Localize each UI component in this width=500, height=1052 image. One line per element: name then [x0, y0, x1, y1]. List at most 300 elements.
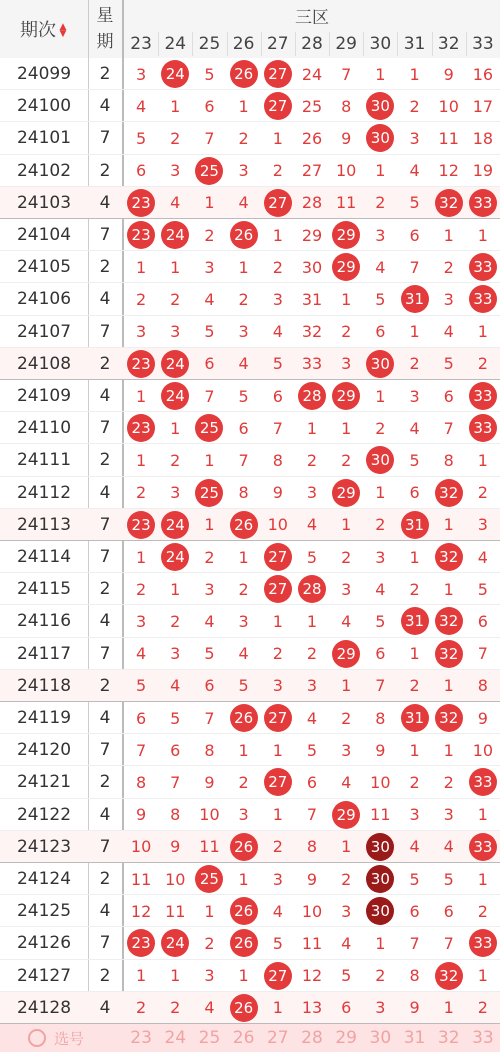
- table-row[interactable]: [0, 541, 500, 573]
- miss-count: 1: [341, 289, 352, 309]
- table-row[interactable]: [0, 90, 500, 122]
- column-header-27: 27: [266, 34, 289, 54]
- column-divider: [192, 32, 193, 56]
- miss-count: 7: [306, 805, 318, 825]
- zone-header: 三区: [295, 7, 329, 28]
- select-label: 选号: [54, 1029, 85, 1048]
- miss-count: 2: [272, 257, 283, 277]
- issue-header-label: 期次: [20, 20, 56, 41]
- footer-select-29[interactable]: 29: [335, 1028, 357, 1048]
- miss-count: 4: [272, 322, 283, 342]
- drawn-number: 27: [264, 575, 292, 603]
- miss-count: 1: [238, 966, 249, 986]
- table-row[interactable]: [0, 316, 500, 348]
- miss-count: 1: [375, 161, 386, 181]
- drawn-number-ball: [227, 831, 261, 863]
- drawn-number: 32: [435, 479, 463, 507]
- issue-number: 24116: [16, 611, 72, 632]
- weekday: 7: [99, 514, 111, 535]
- miss-count: 1: [204, 515, 215, 535]
- drawn-number-ball: [158, 927, 192, 959]
- miss-count: 3: [375, 998, 386, 1018]
- drawn-number-ball: [397, 702, 431, 734]
- miss-count: 2: [204, 225, 215, 245]
- footer-select-33[interactable]: 33: [472, 1028, 494, 1048]
- weekday: 4: [99, 289, 111, 310]
- miss-count: 2: [170, 998, 181, 1018]
- drawn-number: 30: [366, 833, 394, 861]
- miss-count: 3: [306, 483, 318, 503]
- table-row[interactable]: [0, 412, 500, 444]
- miss-count: 3: [341, 901, 352, 921]
- weekday: 2: [99, 772, 111, 793]
- table-row[interactable]: [0, 895, 500, 927]
- miss-count: 6: [135, 708, 147, 728]
- miss-count: 3: [272, 869, 283, 889]
- drawn-number-ball: [261, 766, 295, 798]
- drawn-number-ball: [261, 187, 295, 219]
- footer-select-32[interactable]: 32: [437, 1028, 460, 1048]
- table-row[interactable]: [0, 960, 500, 992]
- miss-count: 8: [341, 96, 352, 116]
- miss-count: 10: [370, 772, 391, 792]
- drawn-number-ball: [363, 444, 397, 476]
- drawn-number: 26: [230, 221, 258, 249]
- miss-count: 4: [409, 418, 420, 438]
- issue-number: 24126: [16, 933, 72, 954]
- weekday: 4: [99, 96, 111, 117]
- miss-count: 6: [443, 901, 454, 921]
- footer-select-31[interactable]: 31: [403, 1028, 426, 1048]
- drawn-number: 26: [230, 929, 258, 957]
- miss-count: 3: [409, 805, 420, 825]
- miss-count: 2: [409, 772, 420, 792]
- table-row[interactable]: [0, 573, 500, 605]
- issue-number: 24099: [16, 64, 72, 85]
- table-row[interactable]: [0, 831, 500, 863]
- miss-count: 5: [204, 322, 215, 342]
- drawn-number-ball: [432, 702, 466, 734]
- issue-number: 24111: [16, 450, 72, 471]
- table-row[interactable]: [0, 799, 500, 831]
- sort-icon[interactable]: ▲▼: [58, 22, 68, 36]
- miss-count: 8: [204, 740, 215, 760]
- miss-count: 32: [301, 322, 323, 342]
- miss-count: 3: [204, 966, 215, 986]
- drawn-number: 23: [127, 350, 155, 378]
- table-row[interactable]: [0, 380, 500, 412]
- miss-count: 11: [165, 901, 186, 921]
- drawn-number-ball: [432, 541, 466, 573]
- miss-count: 1: [341, 418, 352, 438]
- drawn-number: 33: [469, 189, 497, 217]
- miss-count: 1: [443, 998, 454, 1018]
- footer-select-23[interactable]: 23: [130, 1028, 152, 1048]
- drawn-number: 24: [161, 60, 189, 88]
- table-row[interactable]: [0, 734, 500, 766]
- miss-count: 7: [375, 676, 386, 696]
- drawn-number: 33: [469, 768, 497, 796]
- weekday: 2: [99, 450, 111, 471]
- miss-count: 3: [238, 805, 249, 825]
- drawn-number: 24: [161, 350, 189, 378]
- miss-count: 4: [238, 354, 249, 374]
- drawn-number: 32: [435, 607, 463, 635]
- miss-count: 1: [135, 450, 147, 470]
- drawn-number: 24: [161, 382, 189, 410]
- column-divider: [466, 32, 467, 56]
- table-row[interactable]: [0, 992, 500, 1024]
- drawn-number: 24: [161, 221, 189, 249]
- miss-count: 3: [443, 805, 454, 825]
- miss-count: 10: [165, 869, 186, 889]
- miss-count: 12: [438, 161, 459, 181]
- column-header-31: 31: [403, 34, 426, 54]
- miss-count: 19: [472, 161, 494, 181]
- select-button[interactable]: [28, 1026, 118, 1050]
- issue-number: 24125: [16, 901, 72, 922]
- miss-count: 3: [238, 322, 249, 342]
- miss-count: 10: [130, 837, 152, 857]
- drawn-number: 29: [332, 801, 360, 829]
- table-row[interactable]: [0, 444, 500, 476]
- miss-count: 1: [170, 96, 181, 116]
- miss-count: 1: [272, 611, 283, 631]
- miss-count: 1: [204, 901, 215, 921]
- miss-count: 27: [301, 161, 323, 181]
- column-header-26: 26: [232, 34, 255, 54]
- miss-count: 1: [170, 579, 181, 599]
- miss-count: 2: [204, 547, 215, 567]
- miss-count: 2: [375, 966, 386, 986]
- table-row[interactable]: [0, 283, 500, 315]
- miss-count: 7: [477, 644, 488, 664]
- table-row[interactable]: [0, 638, 500, 670]
- miss-count: 1: [443, 676, 454, 696]
- miss-count: 3: [238, 161, 249, 181]
- drawn-number-ball: [397, 283, 431, 315]
- drawn-number: 27: [264, 543, 292, 571]
- miss-count: 3: [375, 547, 386, 567]
- footer-select-30[interactable]: 30: [369, 1028, 392, 1048]
- miss-count: 5: [375, 289, 386, 309]
- weekday: 7: [99, 933, 111, 954]
- drawn-number: 33: [469, 253, 497, 281]
- miss-count: 4: [375, 579, 386, 599]
- drawn-number-ball: [227, 992, 261, 1024]
- issue-number: 24124: [16, 869, 72, 890]
- miss-count: 1: [477, 225, 488, 245]
- issue-number: 24102: [16, 160, 72, 181]
- column-divider: [329, 32, 330, 56]
- drawn-number-ball: [466, 380, 500, 412]
- miss-count: 7: [409, 257, 420, 277]
- column-divider: [397, 32, 398, 56]
- drawn-number: 23: [127, 929, 155, 957]
- weekday: 2: [99, 160, 111, 181]
- table-row[interactable]: [0, 477, 500, 509]
- table-row[interactable]: [0, 605, 500, 637]
- drawn-number: 27: [264, 92, 292, 120]
- drawn-number: 26: [230, 60, 258, 88]
- miss-count: 3: [170, 322, 181, 342]
- miss-count: 31: [301, 289, 323, 309]
- miss-count: 4: [204, 611, 215, 631]
- drawn-number: 25: [195, 865, 223, 893]
- miss-count: 10: [438, 96, 459, 116]
- drawn-number: 31: [401, 607, 429, 635]
- miss-count: 1: [341, 837, 352, 857]
- issue-number: 24109: [16, 386, 72, 407]
- weekday: 4: [99, 804, 111, 825]
- drawn-number: 32: [435, 189, 463, 217]
- table-row[interactable]: [0, 122, 500, 154]
- miss-count: 5: [272, 354, 283, 374]
- column-header-33: 33: [472, 34, 494, 54]
- draw-table: [0, 58, 500, 1024]
- footer-select-25[interactable]: 25: [198, 1028, 221, 1048]
- miss-count: 11: [130, 869, 152, 889]
- miss-count: 11: [301, 933, 323, 953]
- drawn-number-ball: [466, 251, 500, 283]
- issue-number: 24117: [16, 643, 72, 664]
- miss-count: 2: [135, 483, 147, 503]
- miss-count: 2: [375, 418, 386, 438]
- drawn-number-ball: [158, 380, 192, 412]
- drawn-number-ball: [124, 219, 158, 251]
- miss-count: 3: [409, 386, 420, 406]
- footer-select-28[interactable]: 28: [301, 1028, 323, 1048]
- drawn-number-ball: [466, 766, 500, 798]
- miss-count: 9: [409, 998, 420, 1018]
- table-row[interactable]: [0, 927, 500, 959]
- miss-count: 10: [199, 805, 220, 825]
- miss-count: 8: [477, 676, 488, 696]
- miss-count: 1: [409, 644, 420, 664]
- miss-count: 9: [135, 805, 147, 825]
- miss-count: 3: [272, 289, 283, 309]
- miss-count: 6: [204, 676, 215, 696]
- miss-count: 9: [272, 483, 283, 503]
- drawn-number: 23: [127, 414, 155, 442]
- drawn-number: 26: [230, 704, 258, 732]
- weekday: 7: [99, 128, 111, 149]
- table-row[interactable]: [0, 766, 500, 798]
- drawn-number-ball: [363, 122, 397, 154]
- miss-count: 2: [170, 611, 181, 631]
- drawn-number-ball: [158, 509, 192, 541]
- miss-count: 2: [341, 322, 352, 342]
- miss-count: 29: [301, 225, 323, 245]
- table-row[interactable]: [0, 187, 500, 219]
- drawn-number: 33: [469, 414, 497, 442]
- miss-count: 11: [199, 837, 220, 857]
- miss-count: 2: [170, 289, 181, 309]
- table-row[interactable]: [0, 348, 500, 380]
- drawn-number: 32: [435, 704, 463, 732]
- miss-count: 1: [272, 805, 283, 825]
- drawn-number: 33: [469, 382, 497, 410]
- miss-count: 30: [301, 257, 323, 277]
- drawn-number-ball: [192, 155, 226, 187]
- miss-count: 1: [341, 676, 352, 696]
- miss-count: 2: [204, 933, 215, 953]
- miss-count: 3: [170, 161, 181, 181]
- miss-count: 5: [204, 64, 215, 84]
- column-divider: [261, 32, 262, 56]
- miss-count: 6: [409, 483, 420, 503]
- drawn-number: 30: [366, 897, 394, 925]
- issue-number: 24104: [16, 225, 72, 246]
- miss-count: 2: [375, 515, 386, 535]
- miss-count: 1: [238, 257, 249, 277]
- drawn-number: 27: [264, 60, 292, 88]
- miss-count: 9: [341, 128, 352, 148]
- miss-count: 9: [170, 837, 181, 857]
- miss-count: 17: [472, 96, 494, 116]
- table-row[interactable]: [0, 863, 500, 895]
- miss-count: 11: [335, 193, 357, 213]
- miss-count: 7: [204, 386, 215, 406]
- miss-count: 6: [306, 772, 318, 792]
- miss-count: 4: [341, 611, 352, 631]
- miss-count: 1: [272, 998, 283, 1018]
- drawn-number: 28: [298, 575, 326, 603]
- drawn-number-ball: [192, 477, 226, 509]
- miss-count: 6: [135, 161, 147, 181]
- miss-count: 6: [272, 386, 283, 406]
- issue-number: 24127: [16, 965, 72, 986]
- issue-number: 24120: [16, 740, 72, 761]
- miss-count: 2: [409, 354, 420, 374]
- miss-count: 6: [170, 740, 181, 760]
- issue-number: 24106: [16, 289, 72, 310]
- table-row[interactable]: [0, 58, 500, 90]
- miss-count: 12: [130, 901, 152, 921]
- miss-count: 5: [443, 354, 454, 374]
- miss-count: 2: [477, 901, 488, 921]
- miss-count: 7: [204, 708, 215, 728]
- miss-count: 7: [341, 64, 352, 84]
- column-header-28: 28: [301, 34, 323, 54]
- miss-count: 5: [306, 740, 318, 760]
- drawn-number-ball: [261, 960, 295, 992]
- miss-count: 2: [443, 772, 454, 792]
- miss-count: 5: [272, 933, 283, 953]
- miss-count: 5: [409, 193, 420, 213]
- column-header-23: 23: [130, 34, 152, 54]
- miss-count: 4: [272, 901, 283, 921]
- miss-count: 7: [238, 450, 249, 470]
- issue-number: 24112: [16, 482, 72, 503]
- drawn-number: 31: [401, 704, 429, 732]
- miss-count: 3: [341, 740, 352, 760]
- drawn-number-ball: [363, 348, 397, 380]
- drawn-number: 32: [435, 962, 463, 990]
- drawn-number: 32: [435, 640, 463, 668]
- miss-count: 8: [443, 450, 454, 470]
- miss-count: 1: [135, 966, 147, 986]
- footer-select-24[interactable]: 24: [164, 1028, 187, 1048]
- drawn-number-ball: [329, 219, 363, 251]
- miss-count: 25: [301, 96, 323, 116]
- drawn-number: 23: [127, 221, 155, 249]
- drawn-number-ball: [466, 831, 500, 863]
- table-row[interactable]: [0, 670, 500, 702]
- drawn-number: 27: [264, 189, 292, 217]
- weekday: 4: [99, 192, 111, 213]
- drawn-number: 31: [401, 285, 429, 313]
- column-header-32: 32: [437, 34, 460, 54]
- miss-count: 3: [135, 611, 147, 631]
- miss-count: 7: [443, 418, 454, 438]
- miss-count: 5: [238, 386, 249, 406]
- weekday: 2: [99, 353, 111, 374]
- drawn-number-ball: [124, 927, 158, 959]
- miss-count: 1: [375, 933, 386, 953]
- miss-count: 2: [477, 354, 488, 374]
- drawn-number: 27: [264, 962, 292, 990]
- miss-count: 3: [443, 289, 454, 309]
- miss-count: 4: [409, 837, 420, 857]
- table-row[interactable]: [0, 509, 500, 541]
- table-row[interactable]: [0, 251, 500, 283]
- drawn-number-ball: [466, 412, 500, 444]
- miss-count: 3: [409, 128, 420, 148]
- drawn-number-ball: [466, 187, 500, 219]
- footer-select-26[interactable]: 26: [232, 1028, 255, 1048]
- miss-count: 4: [238, 193, 249, 213]
- miss-count: 3: [341, 354, 352, 374]
- miss-count: 2: [477, 483, 488, 503]
- miss-count: 7: [443, 933, 454, 953]
- table-row[interactable]: [0, 702, 500, 734]
- drawn-number: 27: [264, 704, 292, 732]
- miss-count: 1: [477, 322, 488, 342]
- drawn-number-ball: [124, 348, 158, 380]
- miss-count: 4: [477, 547, 488, 567]
- miss-count: 8: [135, 772, 147, 792]
- drawn-number: 29: [332, 640, 360, 668]
- miss-count: 3: [477, 515, 488, 535]
- footer-select-27[interactable]: 27: [266, 1028, 289, 1048]
- miss-count: 7: [204, 128, 215, 148]
- issue-number: 24122: [16, 804, 72, 825]
- miss-count: 5: [135, 128, 147, 148]
- miss-count: 4: [341, 933, 352, 953]
- weekday: 7: [99, 321, 111, 342]
- miss-count: 1: [170, 418, 181, 438]
- drawn-number-ball: [227, 509, 261, 541]
- miss-count: 1: [375, 64, 386, 84]
- table-row[interactable]: [0, 219, 500, 251]
- miss-count: 8: [409, 966, 420, 986]
- issue-number: 24119: [16, 708, 72, 729]
- drawn-number-ball: [329, 638, 363, 670]
- weekday: 7: [99, 225, 111, 246]
- miss-count: 2: [135, 289, 147, 309]
- issue-header[interactable]: [0, 0, 88, 58]
- drawn-number: 30: [366, 124, 394, 152]
- drawn-number-ball: [329, 477, 363, 509]
- drawn-number-ball: [432, 477, 466, 509]
- miss-count: 1: [409, 547, 420, 567]
- miss-count: 1: [272, 128, 283, 148]
- drawn-number: 31: [401, 511, 429, 539]
- table-row[interactable]: [0, 155, 500, 187]
- miss-count: 9: [443, 64, 454, 84]
- miss-count: 1: [443, 740, 454, 760]
